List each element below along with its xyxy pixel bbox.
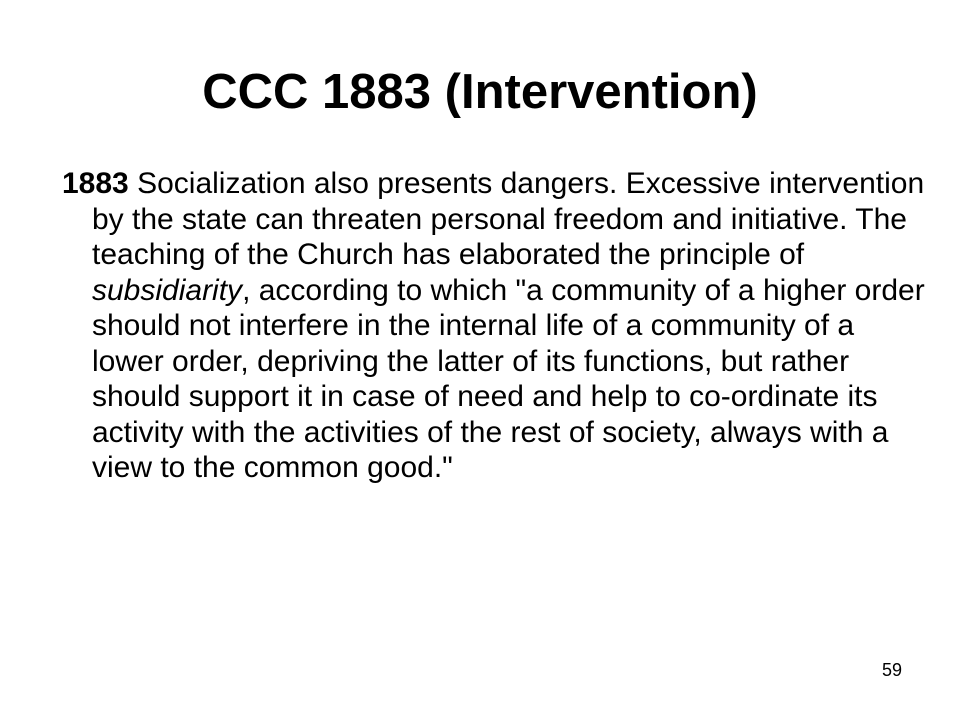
slide-title: CCC 1883 (Intervention) [202, 65, 758, 119]
paragraph-text-part-2: , according to which "a community of a higher order should not interfere in the internal life of a community of a lower order, depriving the latter of its functions, but rather should support it in case of need and help to co-ordinate its activity with the activities of the rest of society, always with a view to the common good." [92, 273, 925, 484]
catechism-paragraph [62, 166, 932, 486]
subsidiarity-term: subsidiarity [92, 273, 243, 307]
paragraph-number: 1883 [62, 167, 129, 200]
paragraph-text-part-1: Socialization also presents dangers. Excessive intervention by the state can threaten personal freedom and initiative. The teaching of the Church has elaborated the principle of [92, 167, 925, 271]
page-number: 59 [881, 660, 902, 680]
